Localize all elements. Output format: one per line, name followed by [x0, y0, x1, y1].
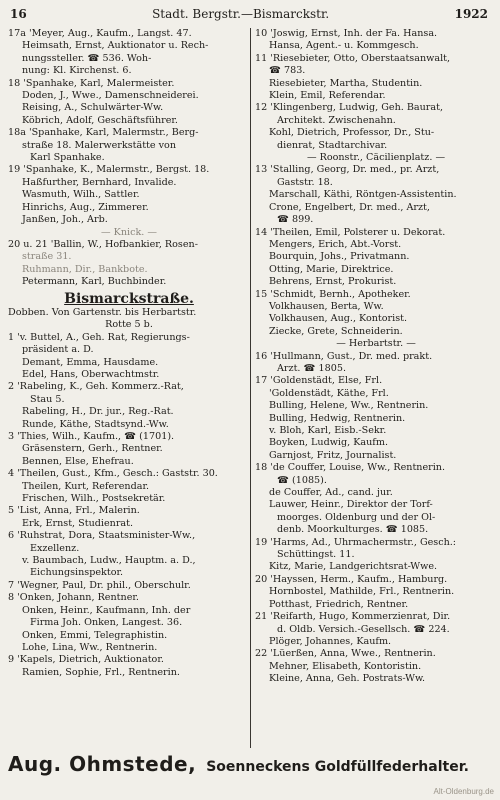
directory-entry-line: moorges. Oldenburg und der Ol-: [277, 511, 436, 523]
directory-entry-line: 15 'Schmidt, Bernh., Apotheker.: [255, 288, 411, 300]
directory-entry-line: Garnjost, Fritz, Journalist.: [269, 449, 397, 461]
directory-entry-line: Hansa, Agent.- u. Kommgesch.: [269, 40, 419, 52]
directory-entry-line: d. Oldb. Versich.-Gesellsch. ☎ 224.: [277, 623, 450, 635]
directory-entry-line: 11 'Riesebieter, Otto, Oberstaatsanwalt,: [255, 52, 451, 64]
directory-entry-line: Behrens, Ernst, Prokurist.: [269, 276, 397, 288]
right-column: [255, 28, 497, 748]
directory-entry-line: Riesebieter, Martha, Studentin.: [269, 77, 423, 89]
directory-entry-line: ☎ 783.: [269, 65, 306, 77]
directory-entry-line: Ramien, Sophie, Frl., Rentnerin.: [22, 666, 180, 678]
directory-entry-line: Reising, A., Schulwärter-Ww.: [22, 102, 164, 114]
directory-entry-line: nung: Kl. Kirchenst. 6.: [22, 65, 132, 77]
page-title: Stadt. Bergstr.—Bismarckstr.: [152, 7, 330, 21]
directory-entry-line: Runde, Käthe, Stadtsynd.-Ww.: [22, 418, 169, 430]
directory-entry-line: 19 'Harms, Ad., Uhrmachermstr., Gesch.:: [255, 536, 457, 548]
column-divider: [250, 28, 251, 748]
directory-entry-line: Haßfurther, Bernhard, Invalide.: [22, 176, 177, 188]
directory-entry-line: Boyken, Ludwig, Kaufm.: [269, 437, 388, 449]
directory-entry-line: Onken, Heinr., Kaufmann, Inh. der: [22, 604, 191, 616]
page-year: 1922: [454, 7, 488, 21]
advertiser-product: Soenneckens Goldfüllfederhalter.: [206, 759, 469, 775]
directory-entry-line: 20 u. 21 'Ballin, W., Hofbankier, Rosen-: [8, 238, 198, 250]
directory-entry-line: 9 'Kapels, Dietrich, Auktionator.: [8, 654, 164, 666]
directory-entry-line: Plöger, Johannes, Kaufm.: [269, 635, 392, 647]
directory-entry-line: Mengers, Erich, Abt.-Vorst.: [269, 238, 402, 250]
directory-entry-line: Bulling, Hedwig, Rentnerin.: [269, 412, 406, 424]
watermark: Alt-Oldenburg.de: [433, 787, 494, 796]
directory-entry-line: 17 'Goldenstädt, Else, Frl.: [255, 375, 383, 387]
street-separator: — Herbartstr. —: [336, 338, 416, 350]
directory-entry-line: 1 'v. Buttel, A., Geh. Rat, Regierungs-: [8, 331, 190, 343]
directory-entry-line: Onken, Emmi, Telegraphistin.: [22, 629, 168, 641]
directory-entry-line: Schüttingst. 11.: [277, 549, 355, 561]
directory-entry-line: nungssteller. ☎ 536. Woh-: [22, 52, 152, 64]
directory-entry-line: 17a 'Meyer, Aug., Kaufm., Langst. 47.: [8, 28, 192, 39]
directory-entry-line: Crone, Engelbert, Dr. med., Arzt,: [269, 201, 430, 213]
directory-entry-line: Petermann, Karl, Buchbinder.: [22, 276, 167, 288]
directory-entry-line: 19 'Spanhake, K., Malermstr., Bergst. 18.: [8, 164, 210, 176]
directory-entry-line: Kleine, Anna, Geh. Postrats-Ww.: [269, 673, 426, 685]
directory-entry-line: Volkhausen, Berta, Ww.: [269, 300, 384, 312]
directory-entry-line: 7 'Wegner, Paul, Dr. phil., Oberschulr.: [8, 579, 191, 591]
directory-entry-line: Bulling, Helene, Ww., Rentnerin.: [269, 400, 429, 412]
directory-entry-line: Karl Spanhake.: [30, 152, 105, 164]
directory-entry-line: 20 'Hayssen, Herm., Kaufm., Hamburg.: [255, 573, 448, 585]
directory-entry-line: 18a 'Spanhake, Karl, Malermstr., Berg-: [8, 127, 199, 139]
directory-entry-line: Demant, Emma, Hausdame.: [22, 356, 159, 368]
directory-entry-line: Klein, Emil, Referendar.: [269, 90, 386, 102]
street-separator: — Knick. —: [101, 226, 157, 238]
page-number: 16: [10, 7, 27, 21]
directory-entry-line: straße 18. Malerwerkstätte von: [22, 139, 177, 151]
directory-entry-line: 6 'Ruhstrat, Dora, Staatsminister-Ww.,: [8, 530, 196, 542]
directory-entry-line: Gräsenstern, Gerh., Rentner.: [22, 443, 163, 455]
directory-entry-line: Wasmuth, Wilh., Sattler.: [22, 189, 140, 201]
directory-entry-line: Köbrich, Adolf, Geschäftsführer.: [22, 114, 178, 126]
advertiser-name: Aug. Ohmstede,: [8, 752, 197, 776]
directory-entry-line: 4 'Theilen, Gust., Kfm., Gesch.: Gaststr. 30.: [8, 468, 218, 480]
page-header: [10, 4, 488, 24]
directory-entry-line: Bennen, Else, Ehefrau.: [22, 455, 134, 467]
directory-entry-line: Bourquin, Johs., Privatmann.: [269, 251, 410, 263]
directory-entry-line: 21 'Reifarth, Hugo, Kommerzienrat, Dir.: [255, 611, 451, 623]
advertisement-footer: [8, 752, 492, 786]
directory-entry-line: 12 'Klingenberg, Ludwig, Geh. Baurat,: [255, 102, 444, 114]
directory-entry-line: v. Bloh, Karl, Eisb.-Sekr.: [269, 425, 387, 436]
directory-entry-line: Arzt. ☎ 1805.: [277, 362, 346, 374]
directory-entry-line: Potthast, Friedrich, Rentner.: [269, 598, 409, 610]
directory-entry-line: 13 'Stalling, Georg, Dr. med., pr. Arzt,: [255, 164, 440, 176]
section-heading: Bismarckstraße.: [64, 290, 194, 307]
left-column: [8, 28, 250, 748]
directory-entry-line: Dobben. Von Gartenstr. bis Herbartstr.: [8, 306, 197, 318]
directory-entry-line: dienrat, Stadtarchivar.: [277, 139, 388, 151]
directory-entry-line: Stau 5.: [30, 393, 65, 405]
directory-entry-line: Volkhausen, Aug., Kontorist.: [269, 313, 408, 325]
directory-entry-line: Doden, J., Wwe., Damenschneiderei.: [22, 90, 199, 102]
directory-entry-line: Marschall, Käthi, Röntgen-Assistentin.: [269, 189, 457, 201]
directory-entry-line: v. Baumbach, Ludw., Hauptm. a. D.,: [22, 555, 196, 567]
directory-entry-line: Hornbostel, Mathilde, Frl., Rentnerin.: [269, 586, 455, 598]
directory-entry-line: Rabeling, H., Dr. jur., Reg.-Rat.: [22, 406, 174, 418]
directory-entry-line: Ruhmann, Dir., Bankbote.: [22, 263, 148, 275]
directory-entry-line: Edel, Hans, Oberwachtmstr.: [22, 368, 160, 380]
directory-entry-line: 'Goldenstädt, Käthe, Frl.: [269, 387, 389, 399]
directory-entry-line: 14 'Theilen, Emil, Polsterer u. Dekorat.: [255, 226, 446, 238]
directory-entry-line: Architekt. Zwischenahn.: [277, 114, 396, 126]
directory-entry-line: Erk, Ernst, Studienrat.: [22, 517, 134, 529]
directory-entry-line: ☎ 899.: [277, 214, 314, 226]
directory-entry-line: 8 'Onken, Johann, Rentner.: [8, 592, 139, 604]
directory-entry-line: Exzellenz.: [30, 542, 80, 554]
directory-entry-line: Mehner, Elisabeth, Kontoristin.: [269, 660, 422, 672]
directory-entry-line: Heimsath, Ernst, Auktionator u. Rech-: [22, 40, 209, 52]
directory-entry-line: Firma Joh. Onken, Langest. 36.: [30, 617, 183, 629]
directory-entry-line: Kohl, Dietrich, Professor, Dr., Stu-: [269, 127, 435, 139]
directory-entry-line: Hinrichs, Aug., Zimmerer.: [22, 201, 149, 213]
directory-entry-line: Otting, Marie, Direktrice.: [269, 263, 394, 275]
directory-entry-line: Lauwer, Heinr., Direktor der Torf-: [269, 499, 433, 511]
directory-entry-line: Kitz, Marie, Landgerichtsrat-Wwe.: [269, 561, 438, 573]
directory-entry-line: 18 'Spanhake, Karl, Malermeister.: [8, 77, 175, 89]
directory-entry-line: Lohe, Lina, Ww., Rentnerin.: [22, 641, 158, 653]
directory-entry-line: 18 'de Couffer, Louise, Ww., Rentnerin.: [255, 462, 446, 474]
directory-entry-line: 5 'List, Anna, Frl., Malerin.: [8, 505, 140, 517]
directory-entry-line: Eichungsinspektor.: [30, 567, 124, 579]
directory-entry-line: 16 'Hullmann, Gust., Dr. med. prakt.: [255, 350, 433, 362]
directory-entry-line: Janßen, Joh., Arb.: [22, 214, 108, 226]
directory-entry-line: de Couffer, Ad., cand. jur.: [269, 487, 393, 499]
directory-entry-line: Frischen, Wilh., Postsekretär.: [22, 493, 166, 505]
directory-entry-line: denb. Moorkulturges. ☎ 1085.: [277, 524, 429, 536]
directory-entry-line: straße 31.: [22, 251, 72, 263]
directory-entry-line: 22 'Lüerßen, Anna, Wwe., Rentnerin.: [255, 648, 436, 660]
directory-entry-line: ☎ (1085).: [277, 474, 327, 486]
directory-entry-line: 3 'Thies, Wilh., Kaufm., ☎ (1701).: [8, 431, 175, 442]
street-separator: — Roonstr., Cäcilienplatz. —: [306, 152, 446, 164]
directory-entry-line: Rotte 5 b.: [105, 319, 153, 331]
directory-entry-line: Ziecke, Grete, Schneiderin.: [269, 325, 403, 337]
directory-entry-line: 2 'Rabeling, K., Geh. Kommerz.-Rat,: [8, 381, 184, 393]
directory-entry-line: präsident a. D.: [22, 344, 94, 356]
directory-entry-line: Theilen, Kurt, Referendar.: [22, 480, 150, 492]
directory-entry-line: Gaststr. 18.: [277, 176, 333, 188]
directory-entry-line: 10 'Joswig, Ernst, Inh. der Fa. Hansa.: [255, 28, 438, 39]
